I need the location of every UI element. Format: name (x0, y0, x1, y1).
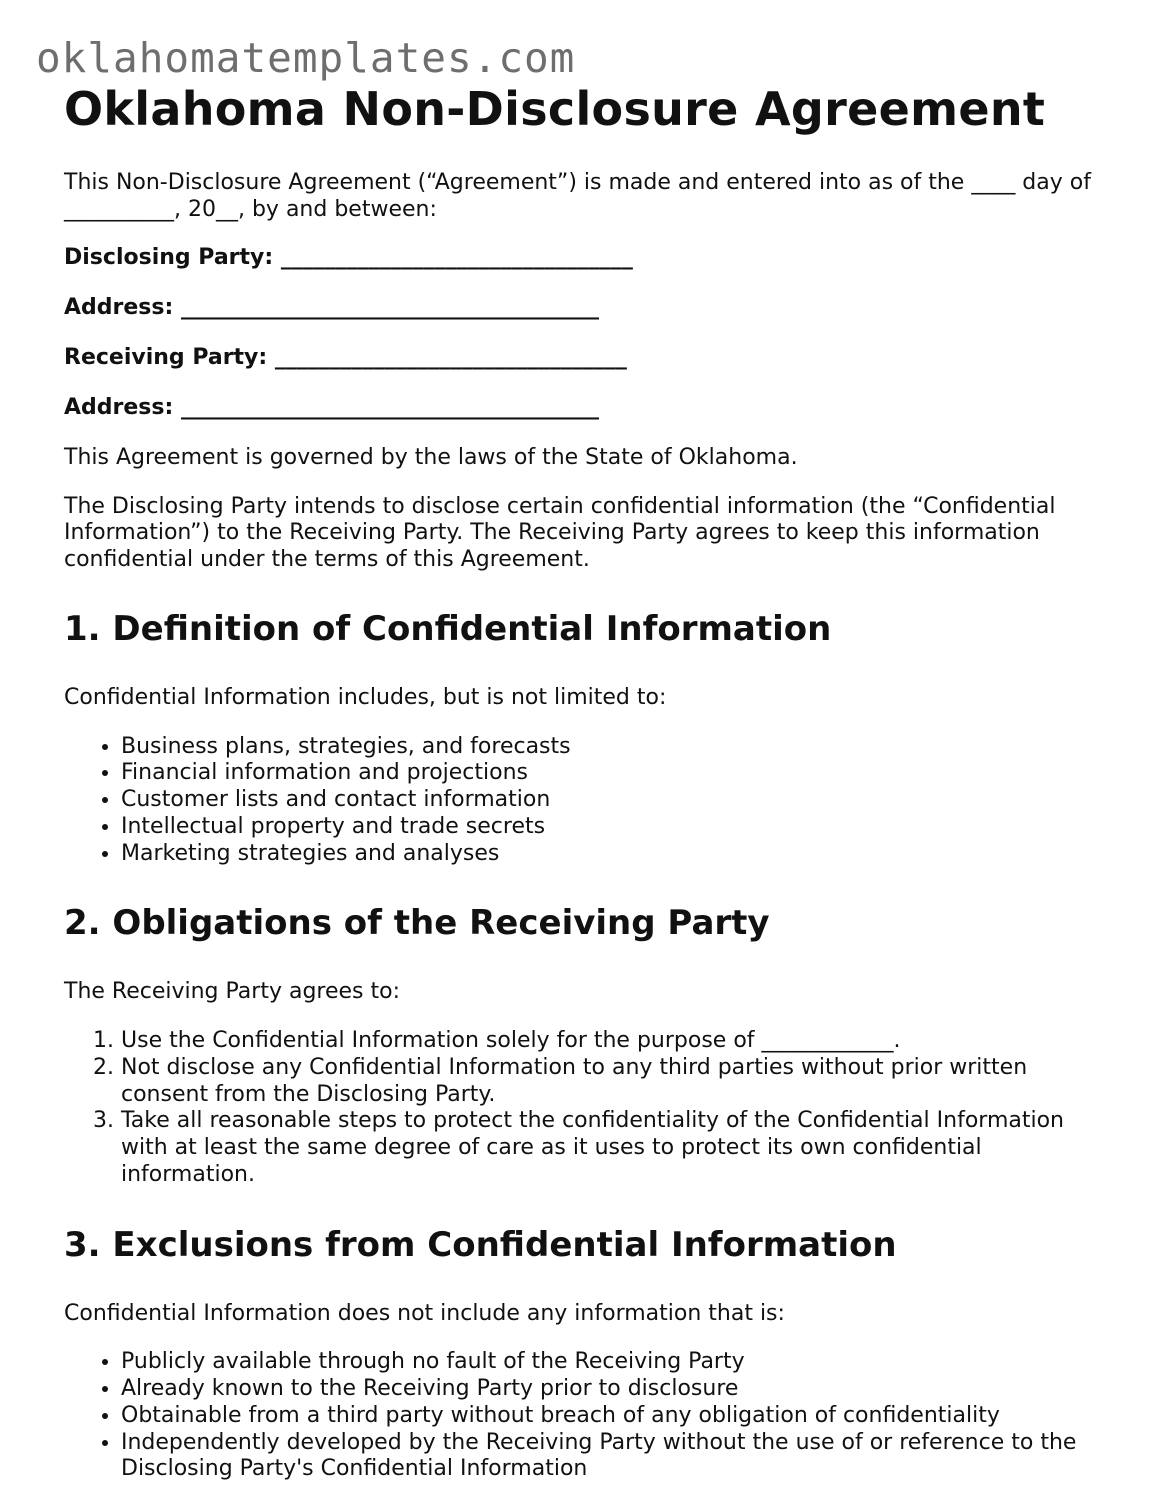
section-lead: Confidential Information does not include any information that is: (64, 1300, 785, 1326)
list-item: • Obtainable from a third party without breach of any obligation of confidentiality (121, 1403, 1104, 1430)
document-title: Oklahoma Non-Disclosure Agreement (64, 82, 1046, 136)
receiving-address-field (64, 395, 1104, 422)
list-item: • Intellectual property and trade secrets (121, 814, 1104, 841)
field-blank: ________________________________ (280, 245, 633, 270)
list-item: 2. Not disclose any Confidential Information to any third parties without prior written consent from the Disclosing Party. (121, 1055, 1104, 1109)
obligations-list (64, 1028, 1104, 1189)
section-heading-exclusions: 3. Exclusions from Confidential Information (64, 1224, 897, 1265)
document-page (64, 82, 1104, 1505)
list-item: 1. Use the Confidential Information solely for the purpose of ____________. (121, 1028, 1104, 1055)
field-blank: ________________________________ (274, 345, 627, 370)
definition-list (64, 734, 1104, 868)
section-lead: Confidential Information includes, but is not limited to: (64, 685, 667, 710)
list-item: • Financial information and projections (121, 760, 1104, 787)
receiving-party-field (64, 345, 1104, 372)
list-item: 3. Take all reasonable steps to protect the confidentiality of the Confidential Information with at least the same degree of care as it uses to protect its own confidential information. (121, 1108, 1104, 1188)
governing-law-paragraph: This Agreement is governed by the laws of the State of Oklahoma. (64, 445, 798, 470)
list-item: • Independently developed by the Receiving Party without the use of or reference to the Disclosing Party's Confidential Information (121, 1430, 1104, 1484)
site-watermark: oklahomatemplates.com (36, 34, 576, 82)
field-blank: ______________________________________ (180, 395, 599, 420)
section-lead: The Receiving Party agrees to: (64, 979, 400, 1005)
exclusions-list (64, 1349, 1104, 1483)
list-item: • Customer lists and contact information (121, 787, 1104, 814)
field-label: Disclosing Party: (64, 245, 274, 270)
list-item: • Marketing strategies and analyses (121, 841, 1104, 868)
list-item: • Business plans, strategies, and forecasts (121, 734, 1104, 761)
list-item: • Publicly available through no fault of the Receiving Party (121, 1349, 1104, 1376)
disclosing-party-field (64, 245, 1104, 272)
field-label: Address: (64, 395, 174, 420)
list-item: • Already known to the Receiving Party prior to disclosure (121, 1376, 1104, 1403)
purpose-paragraph: The Disclosing Party intends to disclose certain confidential information (the “Confidential Information”) to the Receiving Party. The Receiving Party agrees to keep this information confidential under the terms of this Agreement. (64, 493, 1056, 572)
field-blank: ______________________________________ (180, 295, 599, 320)
section-heading-definition: 1. Definition of Confidential Information (64, 609, 832, 649)
field-label: Receiving Party: (64, 345, 268, 370)
disclosing-address-field (64, 295, 1104, 322)
section-heading-obligations: 2. Obligations of the Receiving Party (64, 903, 770, 944)
intro-paragraph: This Non-Disclosure Agreement (“Agreement”) is made and entered into as of the ____ day of __________, 20__, by and between: (64, 170, 1091, 222)
field-label: Address: (64, 295, 174, 320)
